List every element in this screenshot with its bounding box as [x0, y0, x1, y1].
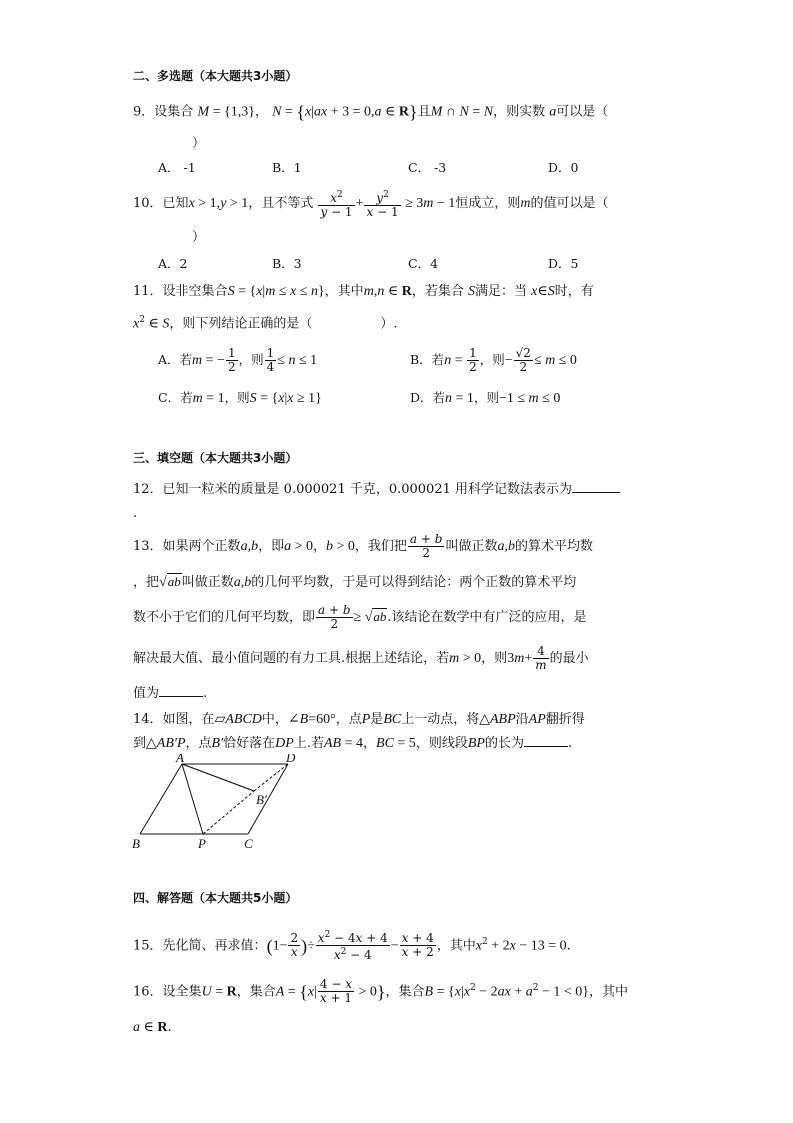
q9-option-d: D．0 [548, 160, 579, 175]
q11-option-a: A．若m = − $\frac{1}{2}$ ，则 $\frac{1}{4}$ ≤ n ≤ 1 [158, 346, 318, 374]
question-15: 15．先化简、再求值：(1− $\frac{2}{x}$ )÷ $\frac{x^2 - 4x + 4}{x^2 - 4}$ − $\frac{x + 4}{x + 2}$ ，其中$x^2 + 2x - 13 = 0$. [133, 930, 571, 963]
edge-dc [248, 764, 288, 834]
q11-option-c: C．若m = 1，则S = {x|x ≥ 1} [158, 390, 322, 406]
question-11-line2: $x^2$ ∈ S，则下列结论正确的是（ ）. [133, 315, 398, 332]
question-13-line2: ，把√ab叫做正数a,b的几何平均数，于是可以得到结论：两个正数的算术平均 [133, 574, 577, 590]
q9-option-b: B．1 [272, 160, 302, 175]
question-13-line5: 值为 . [133, 686, 208, 701]
segment-pb-prime [203, 791, 254, 834]
question-14: 14．如图，在▱ABCD中，∠B=60°，点P是BC上一动点，将△ABP沿AP翻折得 [133, 712, 585, 727]
question-16: 16．设全集U = R，集合A = {x| $\frac{4 - x}{x + 1}$ > 0}，集合$B = \{x|x^2 - 2ax + a^2 - 1 < 0\}$，其中 [133, 977, 629, 1006]
answer-blank[interactable] [159, 696, 203, 697]
answer-blank[interactable] [572, 492, 620, 493]
question-12-end: . [133, 506, 138, 521]
label-p: P [198, 836, 206, 851]
question-12: 12．已知一粒米的质量是 0.000021 千克，0.000021 用科学记数法表示为 [133, 482, 620, 498]
q11-option-d: D．若n = 1，则−1 ≤ m ≤ 0 [410, 390, 561, 406]
question-14-line2: 到△AB′P，点B′恰好落在DP上.若AB = 4，BC = 5，则线段BP的长为 . [133, 736, 573, 751]
question-13-line3: 数不小于它们的几何平均数，即 $\frac{a + b}{2}$ ≥ √ab.该结论在数学中有广泛的应用，是 [133, 603, 587, 631]
label-b: B [132, 836, 140, 851]
q9-option-c: C． -3 [408, 160, 447, 175]
question-10-close: ） [192, 230, 206, 245]
question-9: 9．设集合 M = {1,3}， N = {x|ax + 3 = 0,a ∈ R}且M ∩ N = N，则实数 a可以是（ [133, 102, 609, 122]
label-a: A [176, 754, 184, 765]
q10-option-c: C．4 [408, 256, 439, 271]
label-d: D [286, 754, 296, 765]
q9-option-a: A． -1 [158, 160, 196, 175]
question-10: 10．已知x > 1,y > 1，且不等式 $\frac{x^2}{y - 1}$ + $\frac{y^2}{x - 1}$ ≥ 3m − 1恒成立，则m的值可以是（ [133, 189, 609, 219]
segment-b-prime-d [254, 764, 288, 791]
segment-ap [182, 764, 203, 834]
question-16-line2: a ∈ R. [133, 1020, 172, 1035]
section-heading-multiple-choice: 二、多选题（本大题共3小题） [133, 69, 298, 83]
q11-option-b: B．若n = $\frac{1}{2}$ ，则− $\frac{√2}{2}$ ≤ m ≤ 0 [410, 346, 577, 374]
q10-option-a: A．2 [158, 256, 188, 271]
section-heading-solutions: 四、解答题（本大题共5小题） [133, 891, 298, 905]
answer-blank[interactable] [524, 746, 568, 747]
label-b-prime: B' [256, 792, 267, 807]
question-13-line4: 解决最大值、最小值问题的有力工具.根据上述结论，若m > 0，则3m+ $\frac{4}{m}$ 的最小 [133, 644, 589, 672]
edge-ab [140, 764, 182, 834]
section-heading-fill-in: 三、填空题（本大题共3小题） [133, 451, 298, 465]
parallelogram-figure [128, 754, 308, 854]
label-c: C [244, 836, 253, 851]
question-13: 13．如果两个正数a,b，即a > 0，b > 0，我们把 $\frac{a + b}{2}$ 叫做正数a,b的算术平均数 [133, 532, 593, 560]
question-11: 11．设非空集合S = {x|m ≤ x ≤ n}，其中m,n ∈ R，若集合 S满足：当 x∈S时，有 [133, 284, 594, 299]
question-9-close: ） [192, 136, 206, 151]
q10-option-b: B．3 [272, 256, 302, 271]
q10-option-d: D．5 [548, 256, 579, 271]
